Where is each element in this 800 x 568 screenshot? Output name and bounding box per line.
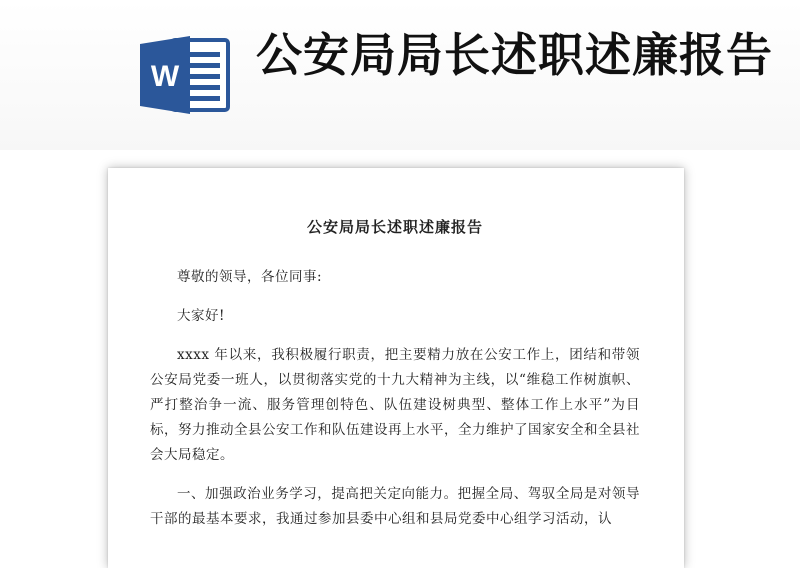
page-heading: 公安局局长述职述廉报告: [306, 218, 483, 236]
section-one-paragraph: 一、加强政治业务学习，提高把关定向能力。把握全局、驾驭全局是对领导干部的最基本要求，我通过参加县委中心组和县局党委中心组学习活动，认: [150, 486, 640, 527]
word-icon-letter: W: [150, 60, 180, 93]
salutation: 尊敬的领导，各位同事:: [177, 269, 323, 285]
word-document-icon: [138, 34, 234, 116]
greeting: 大家好!: [177, 308, 225, 324]
document-title: 公安局局长述职述廉报告: [256, 28, 773, 82]
document-body: [150, 210, 640, 546]
intro-paragraph: xxxx 年以来，我积极履行职责，把主要精力放在公安工作上，团结和带领公安局党委一班人，以贯彻落实党的十九大精神为主线，以“维稳工作树旗帜、严打整治争一流、服务管理创特色、队伍建设树典型、整体工作上水平”为目标，努力推动全县公安工作和队伍建设再上水平，全力维护了国家安全和全县社会大局稳定。: [150, 347, 640, 463]
